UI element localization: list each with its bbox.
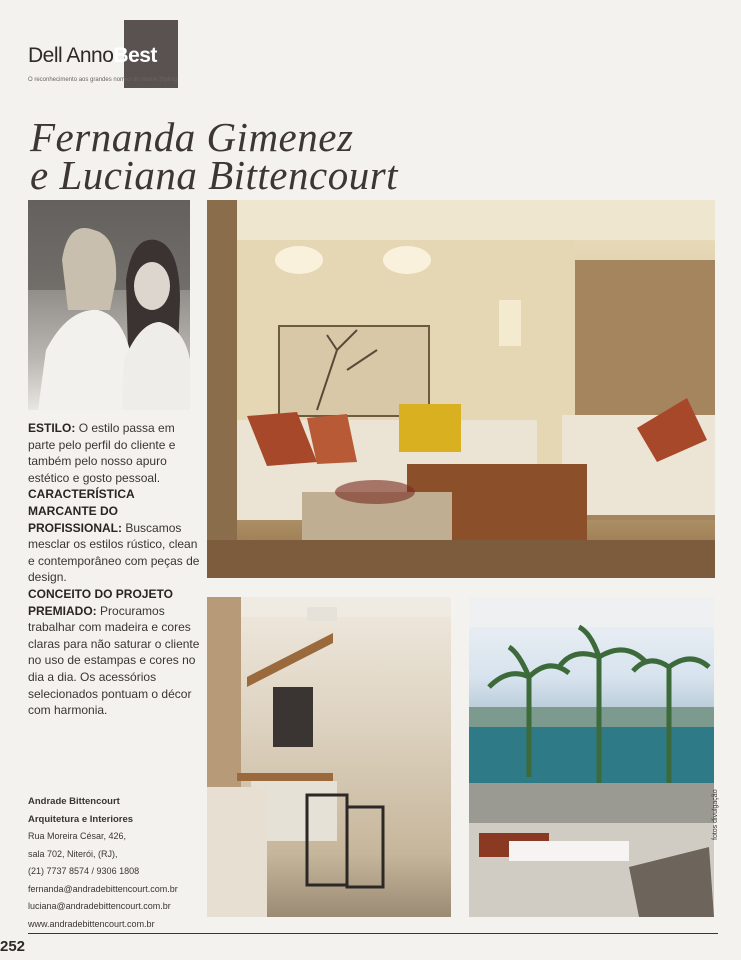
paragraph-estilo — [28, 420, 200, 486]
logo-tagline: O reconhecimento aos grandes nomes do Home Styling — [28, 77, 178, 83]
paragraph-conceito — [28, 586, 200, 719]
article-body — [28, 420, 200, 719]
caracteristica-text: Buscamos mesclar os estilos rústico, clean e contemporâneo com peças de design. — [28, 520, 200, 585]
page-number: 252 — [0, 938, 26, 955]
caracteristica-label: CARACTERÍSTICA MARCANTE DO PROFISSIONAL: — [28, 487, 135, 535]
address-line-1: Rua Moreira César, 426, — [28, 831, 127, 841]
logo: Dell AnnoBest — [28, 44, 157, 67]
living-room-photo — [207, 200, 715, 578]
website: www.andradebittencourt.com.br — [28, 918, 155, 929]
bedroom-photo — [207, 597, 451, 917]
email-fernanda: fernanda@andradebittencourt.com.br — [28, 883, 178, 894]
estilo-label: ESTILO: — [28, 421, 76, 435]
title-line-1: Fernanda Gimenez — [30, 114, 354, 160]
company-type: Arquitetura e Interiores — [28, 813, 134, 825]
balcony-photo — [469, 597, 714, 917]
contact-block — [28, 793, 208, 933]
conceito-text: Procuramos trabalhar com madeira e cores claras para não saturar o cliente no uso de estampas e cores no dia a dia. Os acessórios selecionados pontuam o décor com harmonia. — [28, 603, 200, 718]
phone: (21) 7737 8574 / 9306 1808 — [28, 866, 140, 876]
paragraph-caracteristica — [28, 486, 200, 586]
email-luciana: luciana@andradebittencourt.com.br — [28, 901, 171, 911]
conceito-label: CONCEITO DO PROJETO PREMIADO: — [28, 586, 173, 618]
footer-rule — [28, 933, 718, 934]
photo-credit: fotos divulgação — [712, 789, 719, 840]
portrait-photo — [28, 200, 190, 410]
title-line-2: e Luciana Bittencourt — [30, 152, 399, 198]
address-line-2: sala 702, Niterói, (RJ), — [28, 848, 118, 859]
article-title — [30, 114, 399, 198]
company-name: Andrade Bittencourt — [28, 796, 120, 807]
estilo-text: O estilo passa em parte pelo perfil do cliente e também pelo nosso apuro estético e gosto pessoal. — [28, 421, 176, 485]
